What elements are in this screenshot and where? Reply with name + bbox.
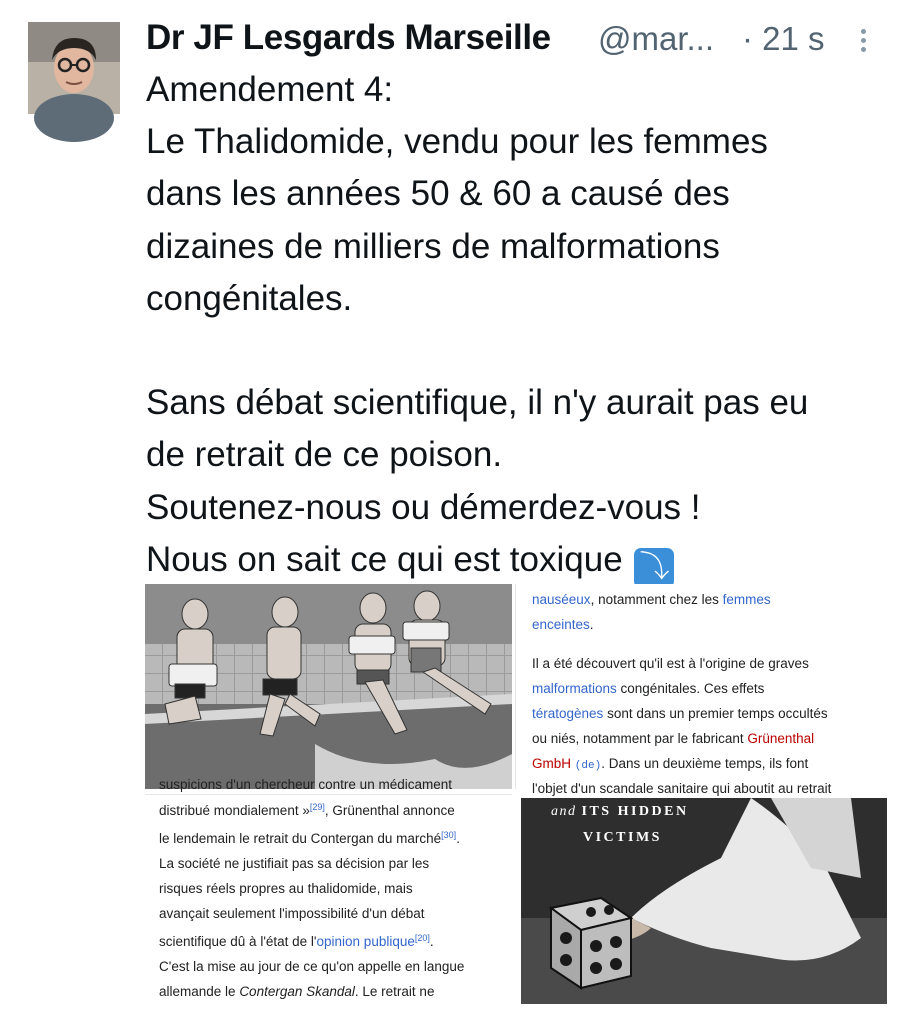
wiki-link[interactable]: tératogènes (532, 706, 604, 721)
media-book-cover[interactable] (521, 798, 887, 1004)
book-title-and: and (551, 804, 577, 819)
wiki-text: distribué mondialement » (159, 803, 310, 818)
avatar-photo (28, 22, 120, 114)
author-handle[interactable]: @mar... (598, 20, 715, 57)
wiki-link[interactable]: opinion publique (316, 934, 415, 949)
media-wiki-excerpt-1[interactable] (515, 584, 888, 796)
book-title-line2: VICTIMS (583, 830, 662, 845)
wiki-text: . (429, 934, 434, 949)
tweet-line: Soutenez-nous ou démerdez-vous ! (146, 487, 701, 527)
wiki-text: . (456, 831, 460, 846)
wiki-text: . Le retrait ne (354, 984, 435, 999)
wiki-text-cut: l'objet d'un scandale sanitaire qui aboutit au retrait (532, 781, 832, 796)
wiki-text: congénitales. Ces effets (616, 681, 765, 696)
tweet-line: dizaines de milliers de malformations (146, 226, 720, 266)
wiki-text-italic: Contergan Skandal (239, 984, 355, 999)
tweet-line (146, 325, 898, 377)
media-grid (145, 584, 887, 1004)
wiki-link-missing[interactable]: GmbH (532, 756, 572, 771)
tweet-timestamp[interactable]: · 21 s (742, 20, 825, 57)
wiki-text: , notamment chez les (590, 592, 723, 607)
wiki-text: sont dans un premier temps occultés (603, 706, 828, 721)
tweet-line: de retrait de ce poison. (146, 435, 503, 475)
arrow-down-right-emoji-icon: ⤵ (634, 548, 674, 588)
tweet-line: congénitales. (146, 278, 353, 318)
photo-child-with-toy (521, 798, 887, 1004)
wiki-link[interactable]: enceintes (532, 617, 590, 632)
tweet-line: Sans débat scientifique, il n'y aurait pas eu (146, 383, 809, 423)
photo-children-pool (145, 584, 512, 789)
wiki-text: La société ne justifiait pas sa décision par les (159, 856, 430, 871)
wiki-text: . Dans un deuxième temps, ils font (601, 756, 809, 771)
wiki-ref[interactable]: [29] (309, 802, 325, 812)
book-title-line1 (551, 804, 689, 820)
wiki-text: le lendemain le retrait du Contergan du marché (159, 831, 442, 846)
tweet-line: dans les années 50 & 60 a causé des (146, 174, 730, 214)
tweet-header (146, 14, 886, 62)
tweet-line: Le Thalidomide, vendu pour les femmes (146, 122, 768, 162)
author-name[interactable]: Dr JF Lesgards Marseille (146, 18, 551, 57)
wiki-text-cut: suspicions d'un chercheur contre un médicament (159, 777, 452, 792)
wiki-text-2 (159, 777, 504, 1004)
wiki-text: C'est la mise au jour de ce qu'on appelle en langue (159, 959, 465, 974)
wiki-lang-link[interactable]: (de) (574, 760, 602, 772)
tweet-text (146, 64, 898, 586)
wiki-text: ou niés, notamment par le fabricant (532, 731, 748, 746)
wiki-link-missing[interactable]: Grünenthal (747, 731, 815, 746)
more-vertical-icon[interactable] (858, 26, 868, 56)
book-title-main: ITS HIDDEN (581, 804, 689, 819)
wiki-ref[interactable]: [30] (441, 830, 457, 840)
wiki-link[interactable]: malformations (532, 681, 617, 696)
wiki-text: risques réels propres au thalidomide, mais (159, 881, 413, 896)
tweet-line-last (146, 534, 898, 586)
avatar[interactable] (28, 22, 120, 114)
wiki-ref[interactable]: [20] (414, 933, 430, 943)
wiki-text: . (589, 617, 594, 632)
wiki-link[interactable]: nauséeux (532, 592, 591, 607)
wiki-text-1 (532, 587, 884, 796)
media-photo-children-pool[interactable] (145, 584, 512, 789)
wiki-text: Il a été découvert qu'il est à l'origine de graves (532, 656, 809, 671)
media-wiki-excerpt-2[interactable] (145, 777, 512, 1005)
wiki-text: , Grünenthal annonce (324, 803, 455, 818)
tweet-line-text: Nous on sait ce qui est toxique (146, 539, 623, 579)
wiki-link[interactable]: femmes (722, 592, 771, 607)
wiki-text: avançait seulement l'impossibilité d'un débat (159, 906, 425, 921)
tweet-line: Amendement 4: (146, 70, 394, 109)
wiki-text: scientifique dû à l'état de l' (159, 934, 317, 949)
wiki-text: allemande le (159, 984, 240, 999)
